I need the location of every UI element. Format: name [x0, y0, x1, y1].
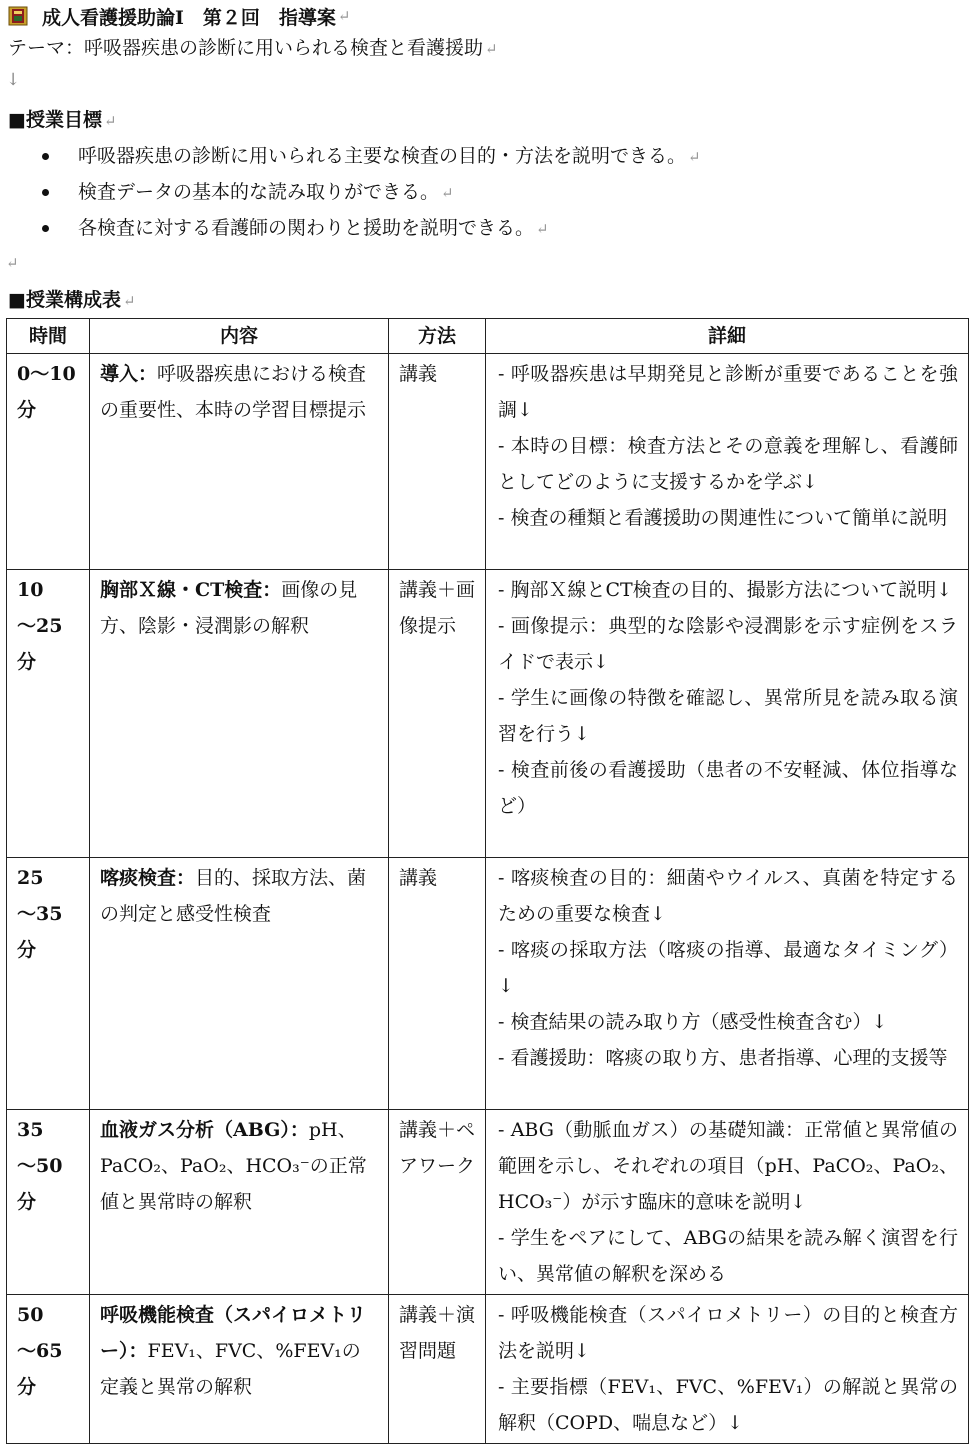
- time-cell: 25 ～35分: [7, 858, 90, 1110]
- objectives-list: [0, 138, 701, 246]
- theme-line: [8, 34, 498, 62]
- content-text: pH、PaCO₂、PaO₂、HCO₃⁻の正常値と異常時の解釈: [100, 1119, 367, 1213]
- paragraph-mark: ↵: [337, 7, 351, 25]
- detail-cell: [486, 858, 969, 1110]
- detail-cell: [486, 1110, 969, 1295]
- content-cell: [90, 354, 389, 570]
- column-header-detail: 詳細: [486, 319, 969, 354]
- content-heading: 血液ガス分析（ABG）：: [100, 1119, 309, 1141]
- table-row: [7, 354, 969, 570]
- time-cell: 50 ～65分: [7, 1295, 90, 1444]
- content-heading: 導入：: [100, 363, 158, 385]
- time-cell: 0～10分: [7, 354, 90, 570]
- detail-line: - 学生に画像の特徴を確認し、異常所見を読み取る演習を行う↓: [498, 687, 958, 745]
- content-text: 画像の見方、陰影・浸潤影の解釈: [100, 579, 358, 637]
- table-row: [7, 570, 969, 858]
- paragraph-mark: ↵: [103, 112, 117, 130]
- detail-line: - 看護援助：喀痰の取り方、患者指導、心理的支援等: [498, 1047, 948, 1069]
- detail-line: - 喀痰の採取方法（喀痰の指導、最適なタイミング）↓: [498, 939, 958, 997]
- column-header-method: 方法: [389, 319, 486, 354]
- detail-line: - 本時の目標：検査方法とその意義を理解し、看護師としてどのように支援するかを学ぶ↓: [498, 435, 958, 493]
- theme-text: テーマ：呼吸器疾患の診断に用いられる検査と看護援助: [8, 37, 484, 59]
- detail-cell: [486, 1295, 969, 1444]
- structure-heading-text: ■授業構成表: [8, 289, 121, 311]
- method-cell: 講義: [389, 354, 486, 570]
- objective-text: 検査データの基本的な読み取りができる。: [78, 181, 440, 203]
- detail-line: - 胸部Ｘ線とCT検査の目的、撮影方法について説明↓: [498, 579, 953, 601]
- paragraph-mark: ↵: [485, 40, 498, 58]
- content-text: 呼吸器疾患における検査の重要性、本時の学習目標提示: [100, 363, 367, 421]
- content-cell: [90, 1110, 389, 1295]
- detail-line: - 検査前後の看護援助（患者の不安軽減、体位指導など）: [498, 759, 958, 817]
- bullet-icon: [42, 225, 49, 232]
- bullet-icon: [42, 189, 49, 196]
- content-text: FEV₁、FVC、%FEV₁の定義と異常の解釈: [100, 1340, 361, 1398]
- list-item: [0, 210, 701, 246]
- paragraph-mark: ↵: [441, 184, 454, 202]
- content-heading: 喀痰検査：: [100, 867, 196, 889]
- detail-line: - 呼吸器疾患は早期発見と診断が重要であることを強調↓: [498, 363, 958, 421]
- document-title: [8, 2, 350, 30]
- list-item: [0, 138, 701, 174]
- detail-line: - 検査の種類と看護援助の関連性について簡単に説明: [498, 507, 948, 529]
- objectives-heading: [8, 106, 117, 134]
- content-cell: [90, 570, 389, 858]
- detail-line: - 喀痰検査の目的：細菌やウイルス、真菌を特定するための重要な検査↓: [498, 867, 958, 925]
- content-cell: [90, 858, 389, 1110]
- table-row: [7, 1295, 969, 1444]
- detail-line: - 画像提示：典型的な陰影や浸潤影を示す症例をスライドで表示↓: [498, 615, 958, 673]
- detail-line: - ABG（動脈血ガス）の基礎知識：正常値と異常値の範囲を示し、それぞれの項目（pH、PaCO₂、PaO₂、HCO₃⁻）が示す臨床的意味を説明↓: [498, 1119, 958, 1213]
- paragraph-mark: ↵: [122, 292, 136, 310]
- time-cell: 35 ～50分: [7, 1110, 90, 1295]
- content-heading: 胸部Ｘ線・CT検査：: [100, 579, 282, 601]
- detail-cell: [486, 354, 969, 570]
- table-header-row: [7, 319, 969, 354]
- line-break-arrow: ↓: [6, 70, 21, 90]
- method-cell: 講義＋演習問題: [389, 1295, 486, 1444]
- content-text: 目的、採取方法、菌の判定と感受性検査: [100, 867, 367, 925]
- detail-line: - 主要指標（FEV₁、FVC、%FEV₁）の解説と異常の解釈（COPD、喘息など）↓: [498, 1376, 958, 1434]
- time-cell: 10 ～25分: [7, 570, 90, 858]
- paragraph-mark: ↵: [536, 220, 549, 238]
- detail-cell: [486, 570, 969, 858]
- objective-text: 呼吸器疾患の診断に用いられる主要な検査の目的・方法を説明できる。: [78, 145, 687, 167]
- column-header-time: 時間: [7, 319, 90, 354]
- detail-line: - 呼吸機能検査（スパイロメトリー）の目的と検査方法を説明↓: [498, 1304, 958, 1362]
- bullet-icon: [42, 153, 49, 160]
- detail-line: - 検査結果の読み取り方（感受性検査含む）↓: [498, 1011, 888, 1033]
- list-item: [0, 174, 701, 210]
- objectives-heading-text: ■授業目標: [8, 109, 102, 131]
- method-cell: 講義＋ペアワーク: [389, 1110, 486, 1295]
- lesson-structure-table: [6, 318, 969, 1444]
- table-row: [7, 858, 969, 1110]
- content-heading: 呼吸機能検査（スパイロメトリー）：: [100, 1304, 367, 1362]
- method-cell: 講義＋画像提示: [389, 570, 486, 858]
- content-cell: [90, 1295, 389, 1444]
- column-header-content: 内容: [90, 319, 389, 354]
- structure-heading: [8, 286, 136, 314]
- table-row: [7, 1110, 969, 1295]
- detail-line: - 学生をペアにして、ABGの結果を読み解く演習を行い、異常値の解釈を深める: [498, 1227, 958, 1285]
- document-icon: [8, 6, 28, 26]
- paragraph-mark: ↵: [688, 148, 701, 166]
- title-text: 成人看護援助論Ⅰ 第２回 指導案: [42, 6, 336, 29]
- objective-text: 各検査に対する看護師の関わりと援助を説明できる。: [78, 217, 535, 239]
- paragraph-mark: ↵: [6, 254, 19, 272]
- method-cell: 講義: [389, 858, 486, 1110]
